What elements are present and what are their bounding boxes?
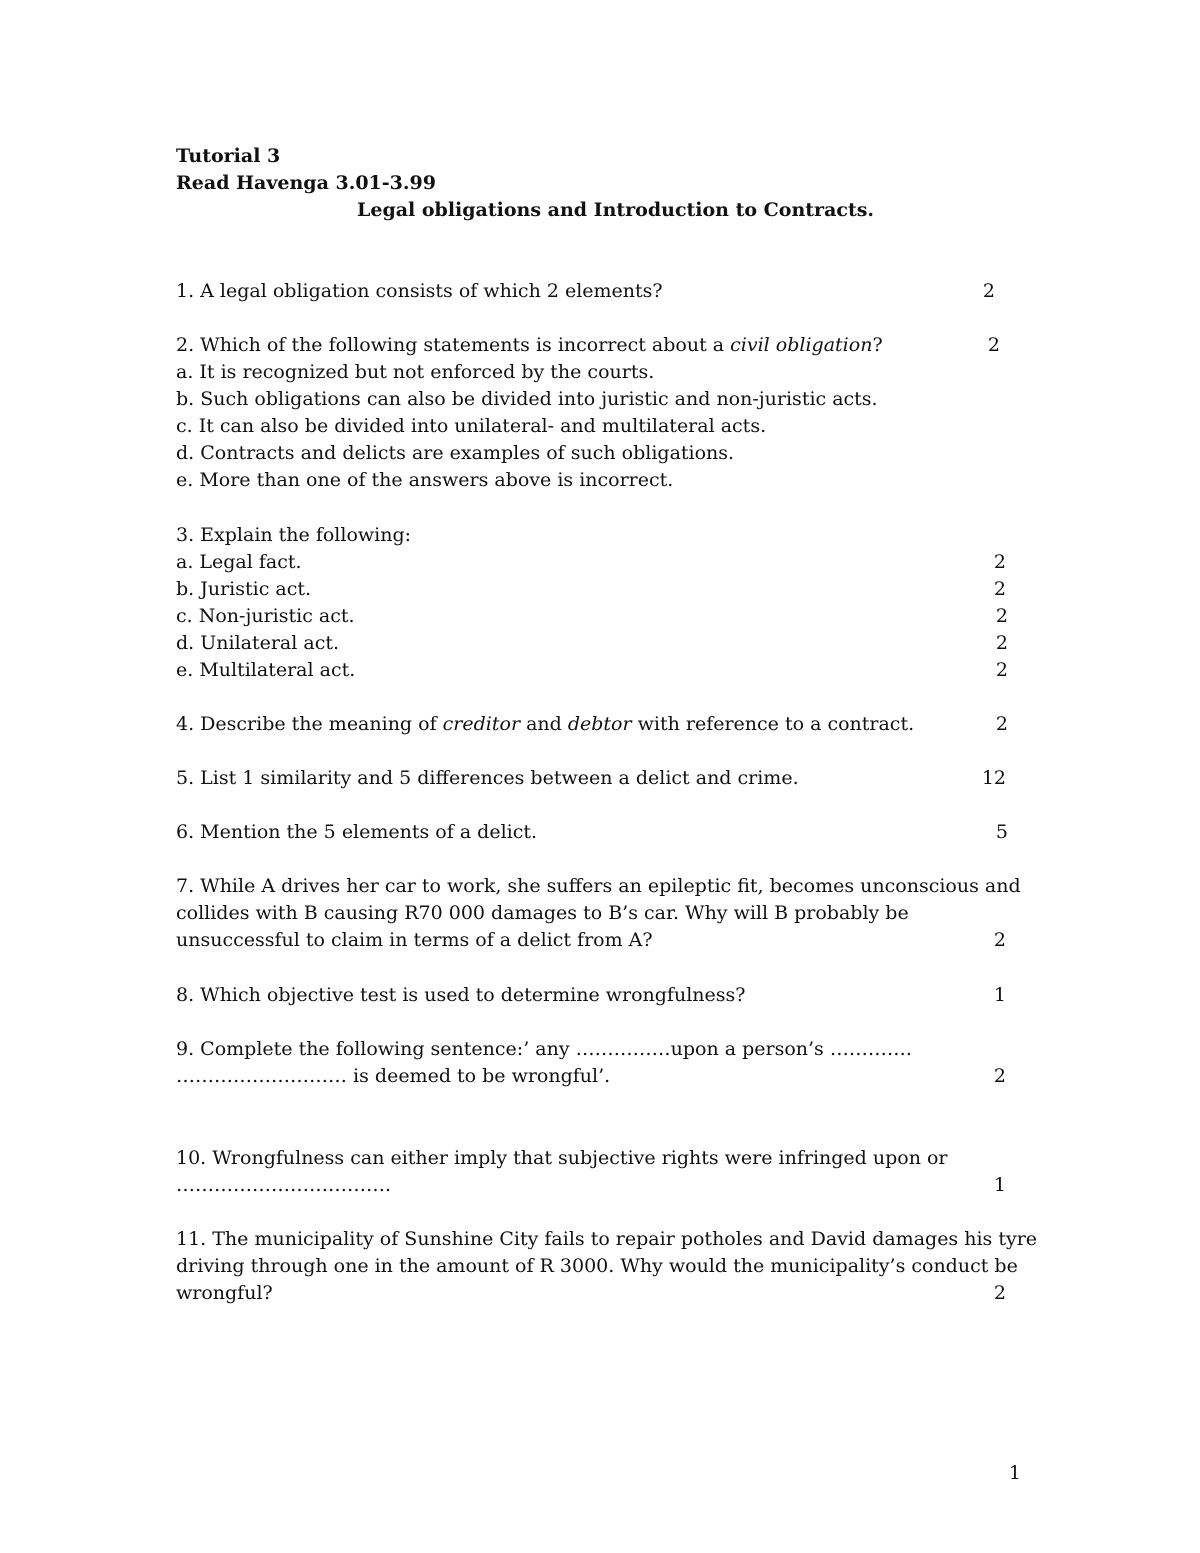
question-7-line-3: unsuccessful to claim in terms of a delict from A? (176, 929, 653, 951)
question-6: 6. Mention the 5 elements of a delict. (176, 821, 538, 843)
question-10-line-2: ……………………………. (176, 1174, 392, 1196)
question-5-marks: 12 (981, 767, 1006, 789)
question-3-item-d-marks: 2 (995, 632, 1008, 654)
question-3-item-b: b. Juristic act. (176, 578, 312, 600)
question-2 (176, 332, 883, 359)
question-3-item-d: d. Unilateral act. (176, 632, 340, 654)
question-9-marks: 2 (993, 1065, 1006, 1087)
question-2-text: 2. Which of the following statements is incorrect about a (176, 334, 731, 356)
question-4-italic-debtor: debtor (567, 713, 632, 735)
question-2-end: ? (872, 334, 883, 356)
question-3-item-b-marks: 2 (993, 578, 1006, 600)
question-9-line-1: 9. Complete the following sentence:’ any ……………upon a person’s …………. (176, 1038, 912, 1060)
question-4-marks: 2 (995, 713, 1008, 735)
question-11-line-2: driving through one in the amount of R 3000. Why would the municipality’s conduct be (176, 1255, 1018, 1277)
page-number: 1 (1008, 1462, 1021, 1484)
question-2-option-d: d. Contracts and delicts are examples of such obligations. (176, 442, 735, 464)
reading-heading: Read Havenga 3.01-3.99 (176, 172, 436, 194)
question-7-line-1: 7. While A drives her car to work, she suffers an epileptic fit, becomes unconscious and (176, 875, 1021, 897)
question-10-marks: 1 (993, 1174, 1006, 1196)
question-3-item-e: e. Multilateral act. (176, 659, 356, 681)
question-9-line-2: ……………………… is deemed to be wrongful’. (176, 1065, 611, 1087)
page-title: Legal obligations and Introduction to Contracts. (357, 199, 875, 221)
question-11-line-3: wrongful? (176, 1282, 273, 1304)
question-2-italic-term: civil obligation (730, 334, 873, 356)
question-4 (176, 711, 914, 738)
question-4-italic-creditor: creditor (442, 713, 521, 735)
question-2-option-c: c. It can also be divided into unilateral- and multilateral acts. (176, 415, 767, 437)
question-8: 8. Which objective test is used to determine wrongfulness? (176, 984, 746, 1006)
question-1: 1. A legal obligation consists of which 2 elements? (176, 280, 663, 302)
question-3: 3. Explain the following: (176, 524, 412, 546)
question-4-connector: and (520, 713, 568, 735)
question-2-marks: 2 (987, 334, 1000, 356)
question-5: 5. List 1 similarity and 5 differences between a delict and crime. (176, 767, 799, 789)
question-2-option-e: e. More than one of the answers above is incorrect. (176, 469, 674, 491)
question-7-line-2: collides with B causing R70 000 damages to B’s car. Why will B probably be (176, 902, 909, 924)
question-3-item-e-marks: 2 (995, 659, 1008, 681)
question-11-marks: 2 (993, 1282, 1006, 1304)
question-2-option-b: b. Such obligations can also be divided into juristic and non-juristic acts. (176, 388, 878, 410)
question-3-item-c: c. Non-juristic act. (176, 605, 355, 627)
question-8-marks: 1 (993, 984, 1006, 1006)
question-3-item-a: a. Legal fact. (176, 551, 302, 573)
question-11-line-1: 11. The municipality of Sunshine City fails to repair potholes and David damages his tyre (176, 1228, 1038, 1250)
question-7-marks: 2 (993, 929, 1006, 951)
question-6-marks: 5 (995, 821, 1008, 843)
tutorial-heading: Tutorial 3 (176, 145, 281, 167)
question-4-text: 4. Describe the meaning of (176, 713, 443, 735)
question-2-option-a: a. It is recognized but not enforced by the courts. (176, 361, 655, 383)
question-10-line-1: 10. Wrongfulness can either imply that subjective rights were infringed upon or (176, 1147, 948, 1169)
question-1-marks: 2 (982, 280, 995, 302)
question-3-item-c-marks: 2 (995, 605, 1008, 627)
question-4-end: with reference to a contract. (631, 713, 915, 735)
question-3-item-a-marks: 2 (993, 551, 1006, 573)
